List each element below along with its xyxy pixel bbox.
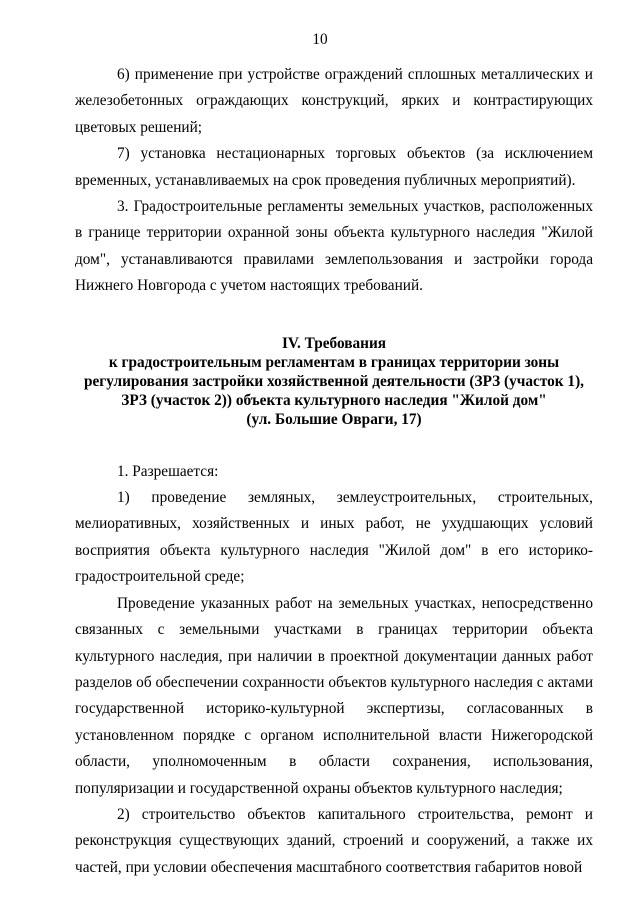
section-heading-line-4: (ул. Большие Овраги, 17) xyxy=(246,410,422,428)
page-number: 10 xyxy=(312,31,328,48)
paragraph-item-6: 6) применение при устройстве ограждений сплошных металлических и железобетонных ограждающих конструкций, ярких и контрастирующих цветовых решений; xyxy=(75,66,593,136)
document-body xyxy=(75,62,593,881)
paragraph-item-7: 7) установка нестационарных торговых объектов (за исключением временных, устанавливаемых на срок проведения публичных мероприятий). xyxy=(75,145,593,189)
paragraph-clause-3: 3. Градостроительные регламенты земельных участков, расположенных в границе территории охранной зоны объекта культурного наследия "Жилой дом", устанавливаются правилами землепользования и застройки города Нижнего Новгорода с учетом настоящих требований. xyxy=(75,198,593,295)
section-heading-line-2: регулирования застройки хозяйственной деятельности (ЗРЗ (участок 1), xyxy=(84,372,584,390)
section-heading-line-3: ЗРЗ (участок 2)) объекта культурного наследия "Жилой дом" xyxy=(121,391,547,409)
section-heading-line-1: к градостроительным регламентам в границах территории зоны xyxy=(108,353,560,371)
paragraph-item-1: 1) проведение земляных, землеустроительных, строительных, мелиоративных, хозяйственных и иных работ, не ухудшающих условий восприятия объекта культурного наследия "Жилой дом" в его историко-градостроительной среде; xyxy=(75,489,593,586)
paragraph-works-conditions: Проведение указанных работ на земельных участках, непосредственно связанных с земельными участками в границах территории объекта культурного наследия, при наличии в проектной документации данных работ разделов об обеспечении сохранности объектов культурного наследия с актами государственной историко-культурной экспертизы, согласованных в установленном порядке с органом исполнительной власти Нижегородской области, уполномоченным в области сохранения, использования, популяризации и государственной охраны объектов культурного наследия; xyxy=(75,594,593,797)
spacer xyxy=(75,300,593,334)
spacer xyxy=(75,429,593,459)
section-title: IV. Требования xyxy=(281,334,387,352)
paragraph-allowed: 1. Разрешается: xyxy=(117,462,219,480)
paragraph-item-2: 2) строительство объектов капитального строительства, ремонт и реконструкция существующих зданий, строений и сооружений, а также их частей, при условии обеспечения масштабного соответствия габаритов новой xyxy=(75,805,593,876)
